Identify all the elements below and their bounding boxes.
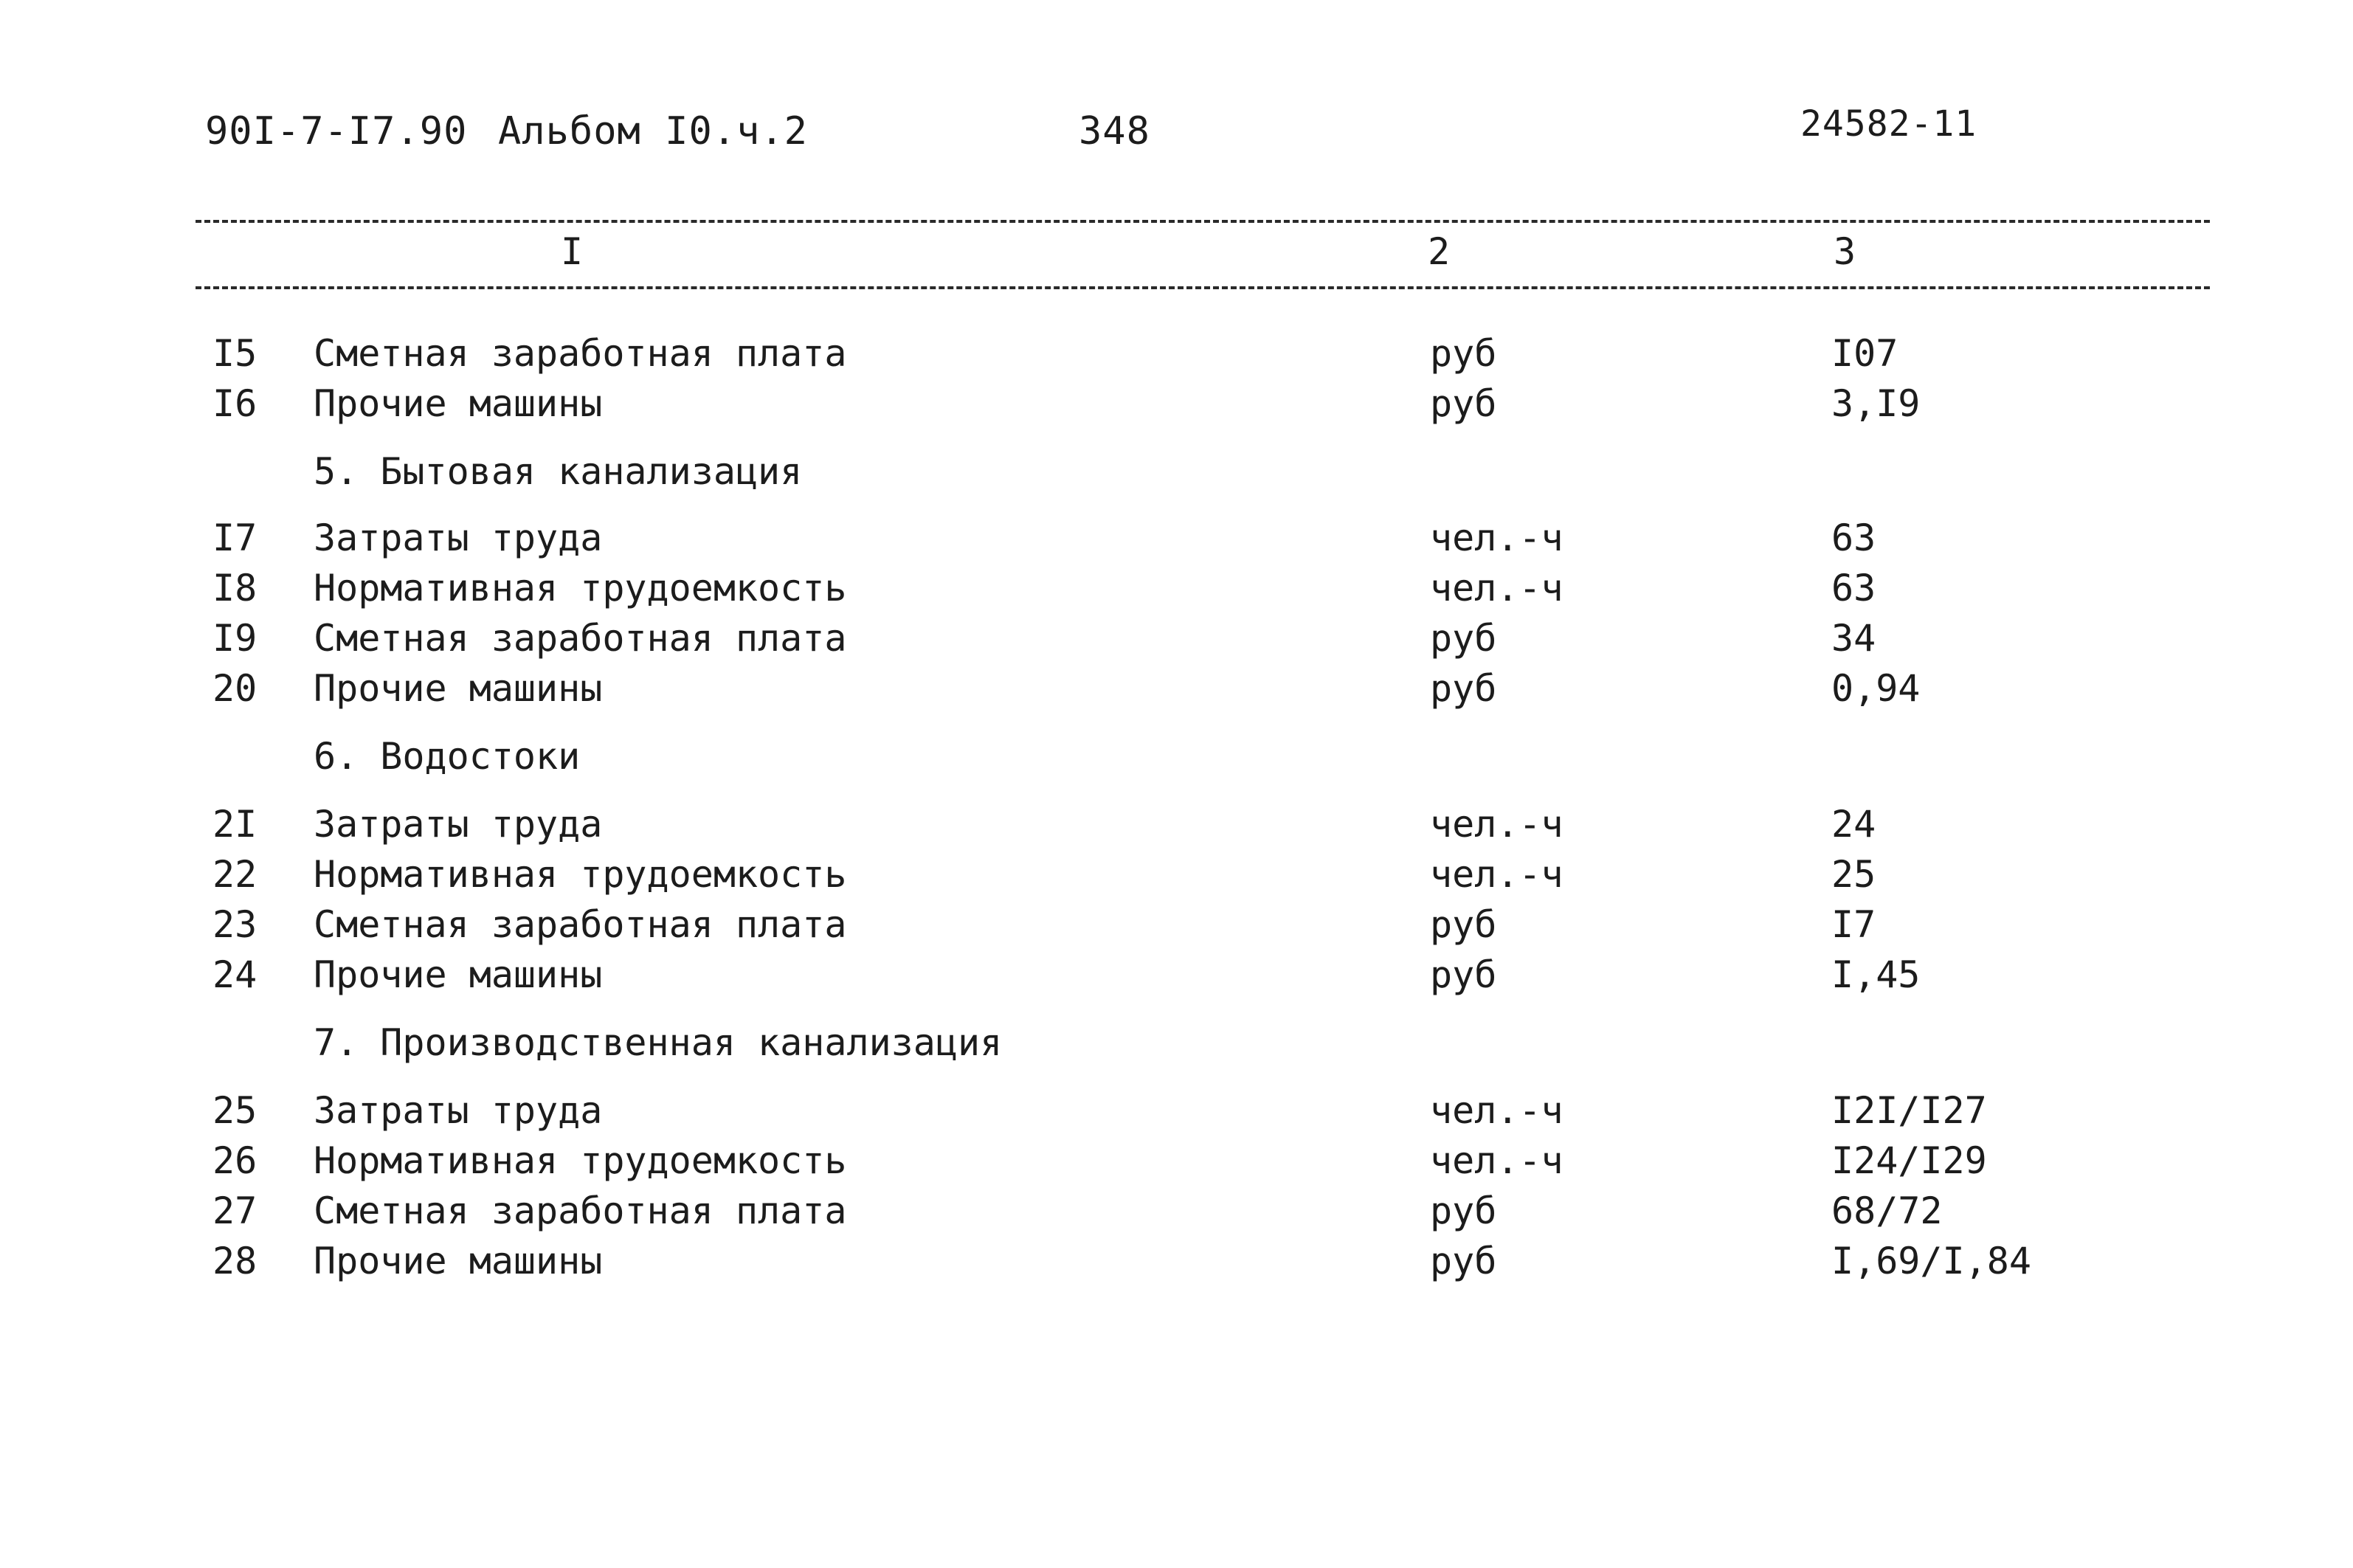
table-row [0,803,2353,853]
row-number: 20 [213,667,258,710]
row-value: 3,I9 [1831,382,1921,425]
row-number: I5 [213,332,258,375]
row-value: 25 [1831,853,1876,896]
section-heading [0,1021,2353,1071]
row-unit: чел.-ч [1430,1139,1564,1182]
row-unit: руб [1430,617,1497,660]
row-label: Затраты труда [314,803,603,846]
row-label: Нормативная трудоемкость [314,567,847,609]
row-number: I9 [213,617,258,660]
row-value: I,45 [1831,953,1921,996]
row-value: 24 [1831,803,1876,846]
table-row [0,1139,2353,1189]
row-unit: руб [1430,1189,1497,1232]
section-title: 5. Бытовая канализация [314,450,803,493]
row-label: Затраты труда [314,517,603,559]
row-unit: чел.-ч [1430,853,1564,896]
row-label: Прочие машины [314,382,603,425]
row-label: Сметная заработная плата [314,903,847,946]
row-number: 25 [213,1089,258,1132]
row-value: 68/72 [1831,1189,1943,1232]
album-reference: Альбом I0.ч.2 [498,109,808,153]
table-row [0,517,2353,567]
row-label: Затраты труда [314,1089,603,1132]
section-title: 6. Водостоки [314,735,581,778]
table-row [0,667,2353,717]
row-number: I8 [213,567,258,609]
row-number: 27 [213,1189,258,1232]
row-label: Прочие машины [314,953,603,996]
table-row [0,853,2353,903]
section-title: 7. Производственная канализация [314,1021,1003,1064]
archive-stamp: 24582-11 [1800,103,1977,145]
row-number: 28 [213,1240,258,1282]
row-unit: руб [1430,332,1497,375]
row-value: 0,94 [1831,667,1921,710]
page-number: 348 [1079,109,1150,153]
row-unit: руб [1430,1240,1497,1282]
row-unit: чел.-ч [1430,1089,1564,1132]
table-row [0,1089,2353,1139]
section-heading [0,450,2353,500]
table-row [0,1240,2353,1290]
table-row [0,617,2353,667]
row-unit: чел.-ч [1430,567,1564,609]
row-unit: руб [1430,667,1497,710]
row-label: Сметная заработная плата [314,617,847,660]
row-number: I7 [213,517,258,559]
row-unit: руб [1430,953,1497,996]
table-row [0,332,2353,382]
table-row [0,567,2353,617]
row-number: I6 [213,382,258,425]
row-unit: руб [1430,382,1497,425]
row-label: Прочие машины [314,1240,603,1282]
row-value: 63 [1831,567,1876,609]
row-value: I24/I29 [1831,1139,1987,1182]
row-value: 63 [1831,517,1876,559]
row-value: I7 [1831,903,1876,946]
row-number: 26 [213,1139,258,1182]
table-row [0,903,2353,953]
row-label: Нормативная трудоемкость [314,1139,847,1182]
row-value: I07 [1831,332,1898,375]
row-label: Нормативная трудоемкость [314,853,847,896]
row-unit: чел.-ч [1430,803,1564,846]
row-unit: руб [1430,903,1497,946]
table-row [0,382,2353,432]
row-number: 2I [213,803,258,846]
table-header-rule [196,286,2210,289]
column-header-1: I [561,230,584,273]
row-number: 24 [213,953,258,996]
row-value: I,69/I,84 [1831,1240,2031,1282]
section-heading [0,735,2353,785]
row-value: 34 [1831,617,1876,660]
table-row [0,1189,2353,1240]
row-label: Сметная заработная плата [314,1189,847,1232]
column-header-3: 3 [1834,230,1856,273]
document-code: 90I-7-I7.90 [205,109,468,153]
table-top-rule [196,220,2210,223]
row-label: Сметная заработная плата [314,332,847,375]
row-number: 23 [213,903,258,946]
row-value: I2I/I27 [1831,1089,1987,1132]
row-unit: чел.-ч [1430,517,1564,559]
column-header-2: 2 [1428,230,1451,273]
row-label: Прочие машины [314,667,603,710]
table-row [0,953,2353,1004]
row-number: 22 [213,853,258,896]
